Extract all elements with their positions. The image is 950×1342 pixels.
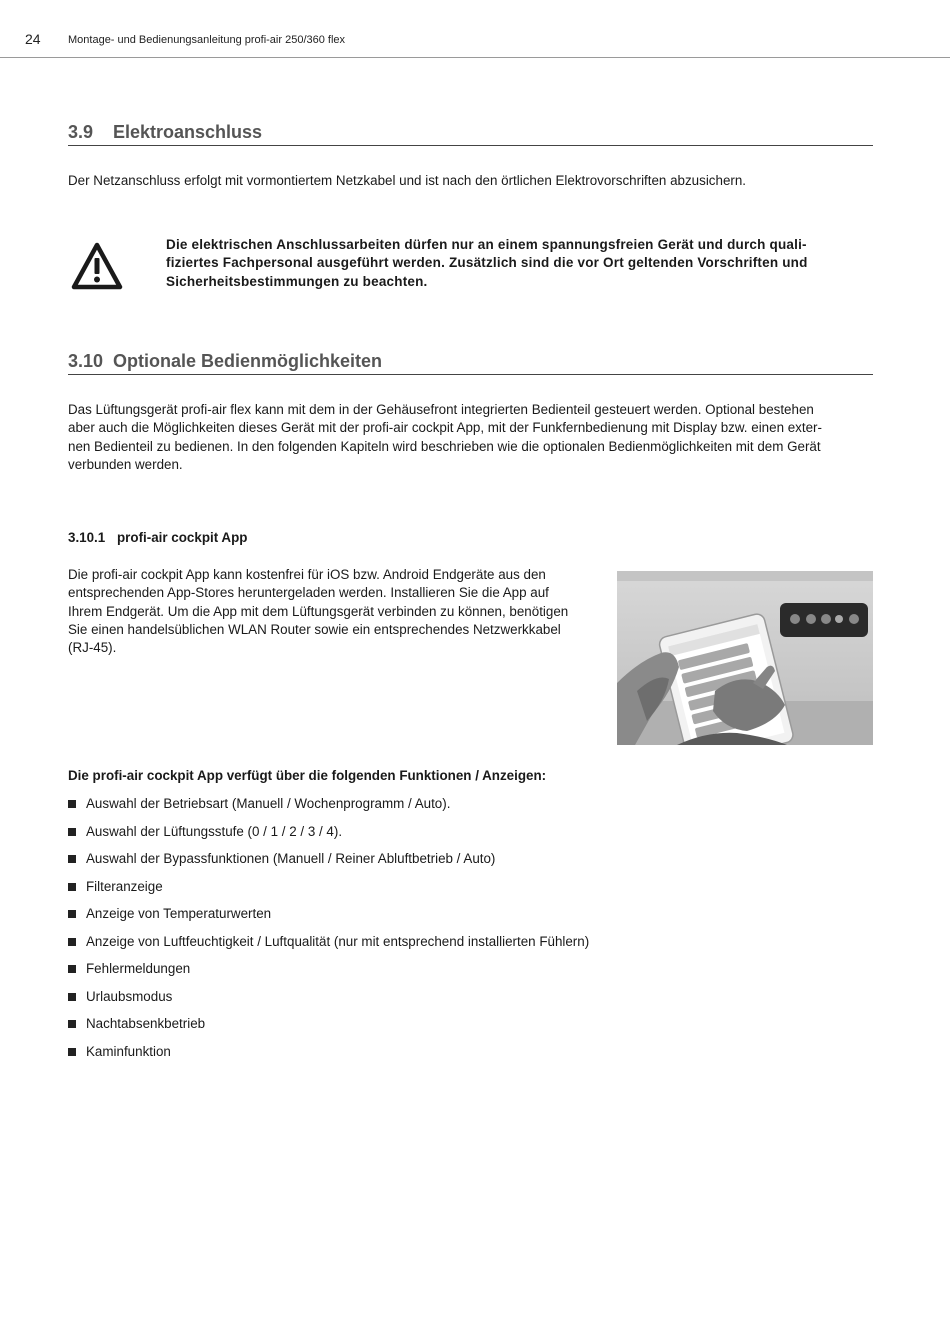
square-bullet-icon	[68, 1048, 76, 1056]
subsection-heading-3-10-1	[68, 530, 247, 545]
warning-line: Die elektrischen Anschlussarbeiten dürfen nur an einem spannungsfreien Gerät und durch quali-	[166, 237, 807, 252]
square-bullet-icon	[68, 1020, 76, 1028]
list-item-text: Anzeige von Temperaturwerten	[86, 906, 272, 921]
square-bullet-icon	[68, 855, 76, 863]
section-heading-3-10	[68, 351, 873, 375]
list-item	[68, 850, 589, 878]
list-item-text: Auswahl der Bypassfunktionen (Manuell / Reiner Abluftbetrieb / Auto)	[86, 851, 496, 866]
text-line: verbunden werden.	[68, 456, 183, 472]
list-item	[68, 878, 589, 906]
section-title: Optionale Bedienmöglichkeiten	[113, 351, 383, 371]
list-item	[68, 1015, 589, 1043]
text-line: Ihrem Endgerät. Um die App mit dem Lüftungsgerät verbinden zu können, benötigen	[68, 603, 569, 619]
section-heading-3-9	[68, 122, 873, 146]
list-item-text: Nachtabsenkbetrieb	[86, 1016, 206, 1031]
list-item	[68, 795, 589, 823]
list-item	[68, 823, 589, 851]
text-line: nen Bedienteil zu bedienen. In den folgenden Kapiteln wird beschrieben wie die optionalen Bedienmöglichkeiten mit dem Gerät	[68, 438, 821, 454]
list-item-text: Kaminfunktion	[86, 1043, 171, 1059]
feature-list	[68, 795, 589, 1070]
list-item-text: Filteranzeige	[86, 878, 163, 894]
text-line: Die profi-air cockpit App kann kostenfrei für iOS bzw. Android Endgeräte aus den	[68, 567, 546, 582]
square-bullet-icon	[68, 965, 76, 973]
page-number: 24	[25, 31, 41, 47]
section-text	[68, 401, 878, 474]
list-item	[68, 960, 589, 988]
document-title: Montage- und Bedienungsanleitung profi-air 250/360 flex	[68, 34, 346, 46]
page-header	[0, 0, 950, 58]
subsection-text	[68, 566, 603, 657]
square-bullet-icon	[68, 800, 76, 808]
section-text: Der Netzanschluss erfolgt mit vormontiertem Netzkabel und ist nach den örtlichen Elektrovorschriften abzusichern.	[68, 173, 747, 188]
subsection-number: 3.10.1	[68, 530, 106, 545]
warning-text	[166, 236, 876, 291]
text-line: (RJ-45).	[68, 640, 117, 656]
section-number: 3.10	[68, 351, 104, 371]
tablet-app-photo	[617, 571, 873, 745]
list-item	[68, 905, 589, 933]
section-title: Elektroanschluss	[113, 122, 263, 142]
list-item-text: Anzeige von Luftfeuchtigkeit / Luftqualität (nur mit entsprechend installierten Fühlern)	[86, 933, 590, 949]
square-bullet-icon	[68, 883, 76, 891]
list-item	[68, 988, 589, 1016]
square-bullet-icon	[68, 828, 76, 836]
list-item	[68, 1043, 589, 1071]
features-heading: Die profi-air cockpit App verfügt über die folgenden Funktionen / Anzeigen:	[68, 768, 547, 783]
list-item-text: Auswahl der Lüftungsstufe (0 / 1 / 2 / 3 / 4).	[86, 823, 343, 839]
warning-line: fiziertes Fachpersonal ausgeführt werden. Zusätzlich sind die vor Ort geltenden Vorschriften und	[166, 255, 808, 271]
square-bullet-icon	[68, 993, 76, 1001]
text-line: aber auch die Möglichkeiten dieses Gerät mit der profi-air cockpit App, mit der Funkfernbedienung mit Display bzw. einen exter-	[68, 420, 822, 436]
text-line: Das Lüftungsgerät profi-air flex kann mit dem in der Gehäusefront integrierten Bedienteil gesteuert werden. Optional bestehen	[68, 402, 814, 417]
square-bullet-icon	[68, 910, 76, 918]
list-item-text: Auswahl der Betriebsart (Manuell / Wochenprogramm / Auto).	[86, 796, 451, 811]
warning-line: Sicherheitsbestimmungen zu beachten.	[166, 273, 428, 289]
text-line: Sie einen handelsüblichen WLAN Router sowie ein entsprechendes Netzwerkkabel	[68, 621, 561, 637]
warning-triangle-icon	[70, 240, 124, 292]
list-item	[68, 933, 589, 961]
square-bullet-icon	[68, 938, 76, 946]
list-item-text: Urlaubsmodus	[86, 988, 173, 1004]
list-item-text: Fehlermeldungen	[86, 961, 191, 976]
section-number: 3.9	[68, 122, 94, 142]
subsection-title: profi-air cockpit App	[117, 530, 248, 545]
text-line: entsprechenden App-Stores heruntergeladen werden. Installieren Sie die App auf	[68, 585, 549, 601]
